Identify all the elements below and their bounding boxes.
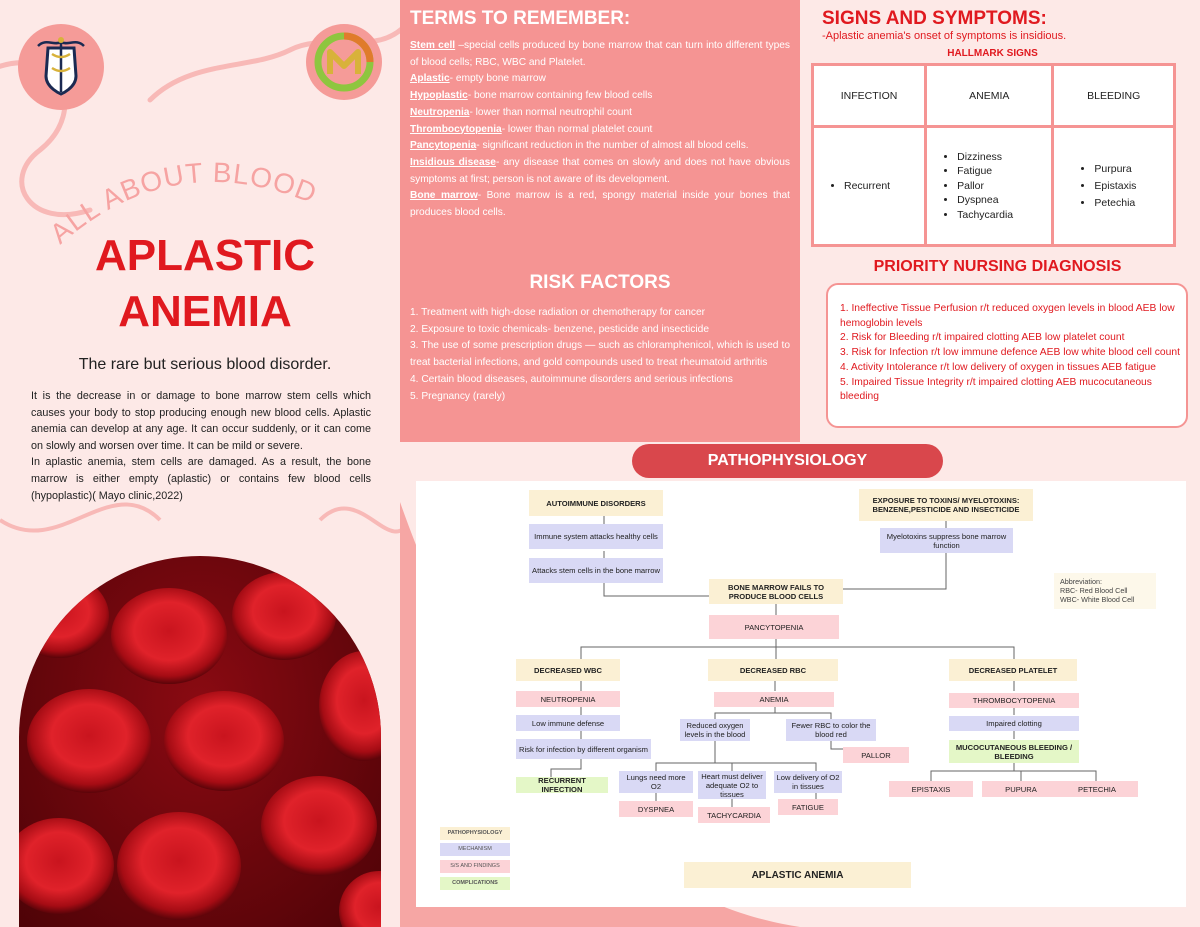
sign-item: • Dyspnea: [957, 193, 1051, 208]
title-line-2: ANEMIA: [118, 287, 292, 336]
flowchart-footer-title: APLASTIC ANEMIA: [684, 862, 911, 888]
intro-paragraph-2: In aplastic anemia, stem cells are damaged. As a result, the bone marrow is either empty (aplastic) or contains few blood cells (hypoplastic)( Mayo clinic,2022): [31, 456, 371, 502]
university-logo: [18, 24, 104, 110]
cell-anemia: [926, 127, 1053, 246]
def-bone-marrow: - Bone marrow is a red, spongy material inside your bones that produces blood cells.: [410, 190, 790, 219]
risk-item: 1. Treatment with high-dose radiation or chemotherapy for cancer: [410, 307, 706, 318]
def-thrombocytopenia: - lower than normal platelet count: [501, 123, 653, 135]
col-bleeding: BLEEDING: [1053, 65, 1175, 127]
node-anemia: ANEMIA: [714, 692, 834, 707]
def-pancytopenia: - significant reduction in the number of almost all blood cells.: [476, 140, 749, 152]
legend-complications: COMPLICATIONS: [440, 877, 510, 890]
term-bone-marrow: Bone marrow: [410, 190, 478, 202]
signs-heading: SIGNS AND SYMPTOMS:: [822, 8, 1047, 29]
sign-item: • Pallor: [957, 179, 1051, 194]
node-myelotoxins: Myelotoxins suppress bone marrow function: [880, 528, 1013, 553]
node-decreased-wbc: DECREASED WBC: [516, 659, 620, 681]
sign-item: • Dizziness: [957, 150, 1051, 165]
priority-item: 2. Risk for Bleeding r/t impaired clotting AEB low platelet count: [840, 332, 1125, 344]
priority-item: 1. Ineffective Tissue Perfusion r/t reduced oxygen levels in blood AEB low hemoglobin levels: [840, 303, 1175, 329]
legend-pathophysiology: PATHOPHYSIOLOGY: [440, 827, 510, 840]
arc-title-text: ALL ABOUT BLOOD: [43, 156, 322, 250]
node-immune-attacks: Immune system attacks healthy cells: [529, 524, 663, 549]
sign-item: • Petechia: [1094, 195, 1173, 212]
node-risk-infection: Risk for infection by different organism: [516, 739, 651, 759]
col-infection: INFECTION: [813, 65, 926, 127]
intro-text: [31, 388, 371, 504]
node-neutropenia: NEUTROPENIA: [516, 691, 620, 707]
sign-item: • Recurrent: [844, 179, 924, 194]
node-impaired-clotting: Impaired clotting: [949, 716, 1079, 731]
sign-item: • Epistaxis: [1094, 178, 1173, 195]
hallmark-label: HALLMARK SIGNS: [947, 48, 1038, 59]
terms-list: [410, 38, 790, 222]
node-low-immune: Low immune defense: [516, 715, 620, 731]
flowchart: [416, 481, 1186, 907]
def-neutropenia: - lower than normal neutrophil count: [469, 106, 632, 118]
term-insidious: Insidious disease: [410, 156, 496, 168]
terms-heading: TERMS TO REMEMBER:: [410, 8, 631, 29]
red-blood-cells-image: [19, 556, 381, 927]
term-neutropenia: Neutropenia: [410, 106, 470, 118]
risk-item: 3. The use of some prescription drugs — such as chloramphenicol, which is used to treat bacterial infections, and gold compounds used to treat rheumatoid arthritis: [410, 340, 790, 369]
blood-cells-illustration: [19, 556, 381, 927]
node-pallor: PALLOR: [843, 747, 909, 763]
title-line-1: APLASTIC: [95, 231, 315, 280]
subtitle: The rare but serious blood disorder.: [78, 356, 332, 373]
cell-infection: [813, 127, 926, 246]
hallmark-signs-table: [811, 63, 1176, 247]
priority-item: 5. Impaired Tissue Integrity r/t impaired clotting AEB mucocutaneous bleeding: [840, 376, 1152, 403]
term-thrombocytopenia: Thrombocytopenia: [410, 123, 502, 135]
college-logo: [306, 24, 382, 100]
abbreviation-box: [1054, 573, 1156, 609]
risk-item: 4. Certain blood diseases, autoimmune disorders and serious infections: [410, 373, 733, 385]
term-stem-cell: Stem cell: [410, 40, 456, 51]
node-autoimmune: AUTOIMMUNE DISORDERS: [529, 490, 663, 516]
node-tachycardia: TACHYCARDIA: [698, 807, 770, 823]
node-heart: Heart must deliver adequate O2 to tissues: [698, 771, 766, 799]
risk-heading: RISK FACTORS: [529, 272, 671, 293]
priority-list: [840, 302, 1185, 405]
col-anemia: ANEMIA: [926, 65, 1053, 127]
node-thrombocytopenia: THROMBOCYTOPENIA: [949, 693, 1079, 708]
term-hypoplastic: Hypoplastic: [410, 90, 468, 102]
priority-item: 3. Risk for Infection r/t low immune defence AEB low white blood cell count: [840, 347, 1180, 359]
intro-paragraph-1: It is the decrease in or damage to bone marrow stem cells which causes your body to stop producing enough new blood cells. Aplastic anemia can develop at any age. It can occur suddenly, or it can come on slowly and worsen over time. It can be mild or severe.: [31, 390, 371, 452]
priority-item: 4. Activity Intolerance r/t low delivery of oxygen in tissues AEB fatigue: [840, 361, 1156, 373]
sign-item: • Purpura: [1094, 161, 1173, 178]
node-pancytopenia: PANCYTOPENIA: [709, 615, 839, 639]
priority-heading: PRIORITY NURSING DIAGNOSIS: [873, 258, 1122, 275]
node-reduced-o2: Reduced oxygen levels in the blood: [680, 719, 750, 741]
terms-panel: [400, 0, 800, 442]
node-fatigue: FATIGUE: [778, 799, 838, 815]
term-pancytopenia: Pancytopenia: [410, 140, 477, 152]
def-aplastic: - empty bone marrow: [449, 73, 546, 85]
cell-bleeding: [1053, 127, 1175, 246]
def-insidious: - any disease that comes on slowly and does not have obvious symptoms at first; person is not aware of its development.: [410, 156, 790, 185]
node-toxins: EXPOSURE TO TOXINS/ MYELOTOXINS: BENZENE,PESTICIDE AND INSECTICIDE: [859, 489, 1033, 521]
node-lungs: Lungs need more O2: [619, 771, 693, 793]
risk-item: 5. Pregnancy (rarely): [410, 390, 506, 402]
page-title: [0, 228, 400, 340]
term-aplastic: Aplastic: [410, 73, 450, 85]
def-hypoplastic: - bone marrow containing few blood cells: [467, 90, 653, 102]
risk-list: [410, 305, 790, 405]
node-epistaxis: EPISTAXIS: [889, 781, 973, 797]
node-mucocutaneous: MUCOCUTANEOUS BLEEDING / BLEEDING: [949, 740, 1079, 763]
node-attacks-stem: Attacks stem cells in the bone marrow: [529, 558, 663, 583]
abbr-line: WBC- White Blood Cell: [1060, 595, 1135, 604]
node-bone-marrow-fails: BONE MARROW FAILS TO PRODUCE BLOOD CELLS: [709, 579, 843, 604]
node-recurrent-infection: RECURRENT INFECTION: [516, 777, 608, 793]
caduceus-icon: [18, 24, 104, 110]
abbr-line: RBC- Red Blood Cell: [1060, 586, 1128, 595]
node-purpura: PUPURA: [982, 781, 1060, 797]
node-petechia: PETECHIA: [1056, 781, 1138, 797]
abbr-line: Abbreviation:: [1060, 577, 1102, 586]
node-dyspnea: DYSPNEA: [619, 801, 693, 817]
sign-item: • Tachycardia: [957, 208, 1051, 223]
node-decreased-platelet: DECREASED PLATELET: [949, 659, 1077, 681]
sign-item: • Fatigue: [957, 164, 1051, 179]
college-emblem-icon: [306, 24, 382, 100]
signs-subtitle: -Aplastic anemia's onset of symptoms is insidious.: [822, 30, 1067, 42]
legend-findings: S/S AND FINDINGS: [440, 860, 510, 873]
pathophysiology-heading: PATHOPHYSIOLOGY: [632, 444, 943, 478]
intro-panel: [0, 0, 400, 927]
def-stem-cell: –special cells produced by bone marrow that can turn into different types of blood cells; RBC, WBC and Platelet.: [410, 40, 790, 68]
node-low-delivery: Low delivery of O2 in tissues: [774, 771, 842, 793]
legend-mechanism: MECHANISM: [440, 843, 510, 856]
node-fewer-rbc: Fewer RBC to color the blood red: [786, 719, 876, 741]
risk-item: 2. Exposure to toxic chemicals- benzene, pesticide and insecticide: [410, 323, 709, 335]
node-decreased-rbc: DECREASED RBC: [708, 659, 838, 681]
